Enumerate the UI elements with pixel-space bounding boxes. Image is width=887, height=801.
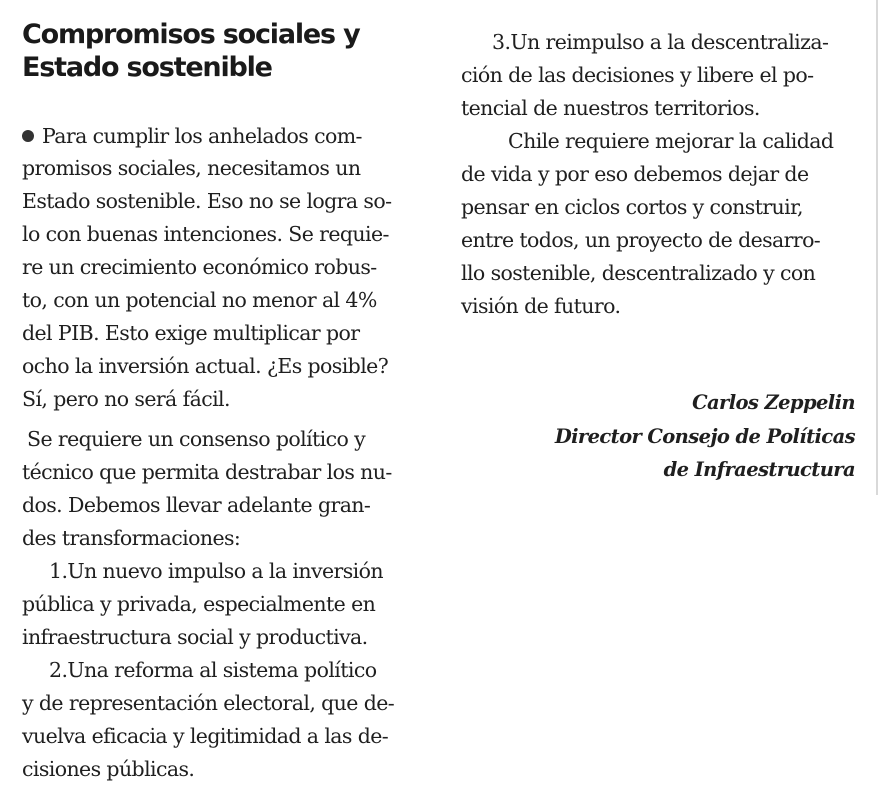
title-line-1: Compromisos sociales y	[22, 19, 360, 50]
paragraph-line: lo con buenas intenciones. Se requie-	[22, 222, 389, 246]
paragraph-line: des transformaciones:	[22, 526, 241, 550]
clipping-edge	[876, 0, 878, 495]
author-role-line-2: de Infraestructura	[663, 458, 855, 481]
paragraph-line: del PIB. Esto exige multiplicar por	[22, 321, 360, 345]
paragraph-line: entre todos, un proyecto de desarro-	[461, 228, 821, 252]
paragraph-line: vuelva eficacia y legitimidad a las de-	[22, 724, 389, 748]
paragraph-line: visión de futuro.	[461, 294, 621, 318]
paragraph-line: 3.Un reimpulso a la descentraliza-	[492, 30, 829, 54]
paragraph-line: infraestructura social y productiva.	[22, 625, 368, 649]
paragraph-line: ción de las decisiones y libere el po-	[461, 63, 814, 87]
paragraph-line: tencial de nuestros territorios.	[461, 96, 760, 120]
paragraph-line: Estado sostenible. Eso no se logra so-	[22, 189, 392, 213]
paragraph-line: Se requiere un consenso político y	[27, 427, 366, 451]
author-name: Carlos Zeppelin	[692, 391, 855, 414]
paragraph-line: to, con un potencial no menor al 4%	[22, 288, 377, 312]
paragraph-line: y de representación electoral, que de-	[22, 691, 395, 715]
paragraph-line: 2.Una reforma al sistema político	[49, 658, 377, 682]
paragraph-line: promisos sociales, necesitamos un	[22, 156, 361, 180]
paragraph-line: de vida y por eso debemos dejar de	[461, 162, 809, 186]
paragraph-line: cisiones públicas.	[22, 757, 195, 781]
paragraph-line: ocho la inversión actual. ¿Es posible?	[22, 354, 389, 378]
paragraph-line: pública y privada, especialmente en	[22, 592, 376, 616]
paragraph-line: pensar en ciclos cortos y construir,	[461, 195, 803, 219]
paragraph-line: re un crecimiento económico robus-	[22, 255, 377, 279]
paragraph-line: dos. Debemos llevar adelante gran-	[22, 493, 371, 517]
paragraph-line: llo sostenible, descentralizado y con	[461, 261, 816, 285]
paragraph-line: Sí, pero no será fácil.	[22, 387, 230, 411]
paragraph-line: técnico que permita destrabar los nu-	[22, 460, 392, 484]
author-role: Director Consejo de Políticas	[554, 425, 855, 448]
bullet-icon	[22, 130, 34, 142]
article-title	[22, 18, 422, 84]
blank-area	[436, 495, 887, 801]
title-line-2: Estado sostenible	[22, 52, 272, 83]
paragraph-line: 1.Un nuevo impulso a la inversión	[49, 559, 383, 583]
paragraph-line: Para cumplir los anhelados com-	[22, 123, 362, 149]
paragraph-line: Chile requiere mejorar la calidad	[508, 129, 834, 153]
